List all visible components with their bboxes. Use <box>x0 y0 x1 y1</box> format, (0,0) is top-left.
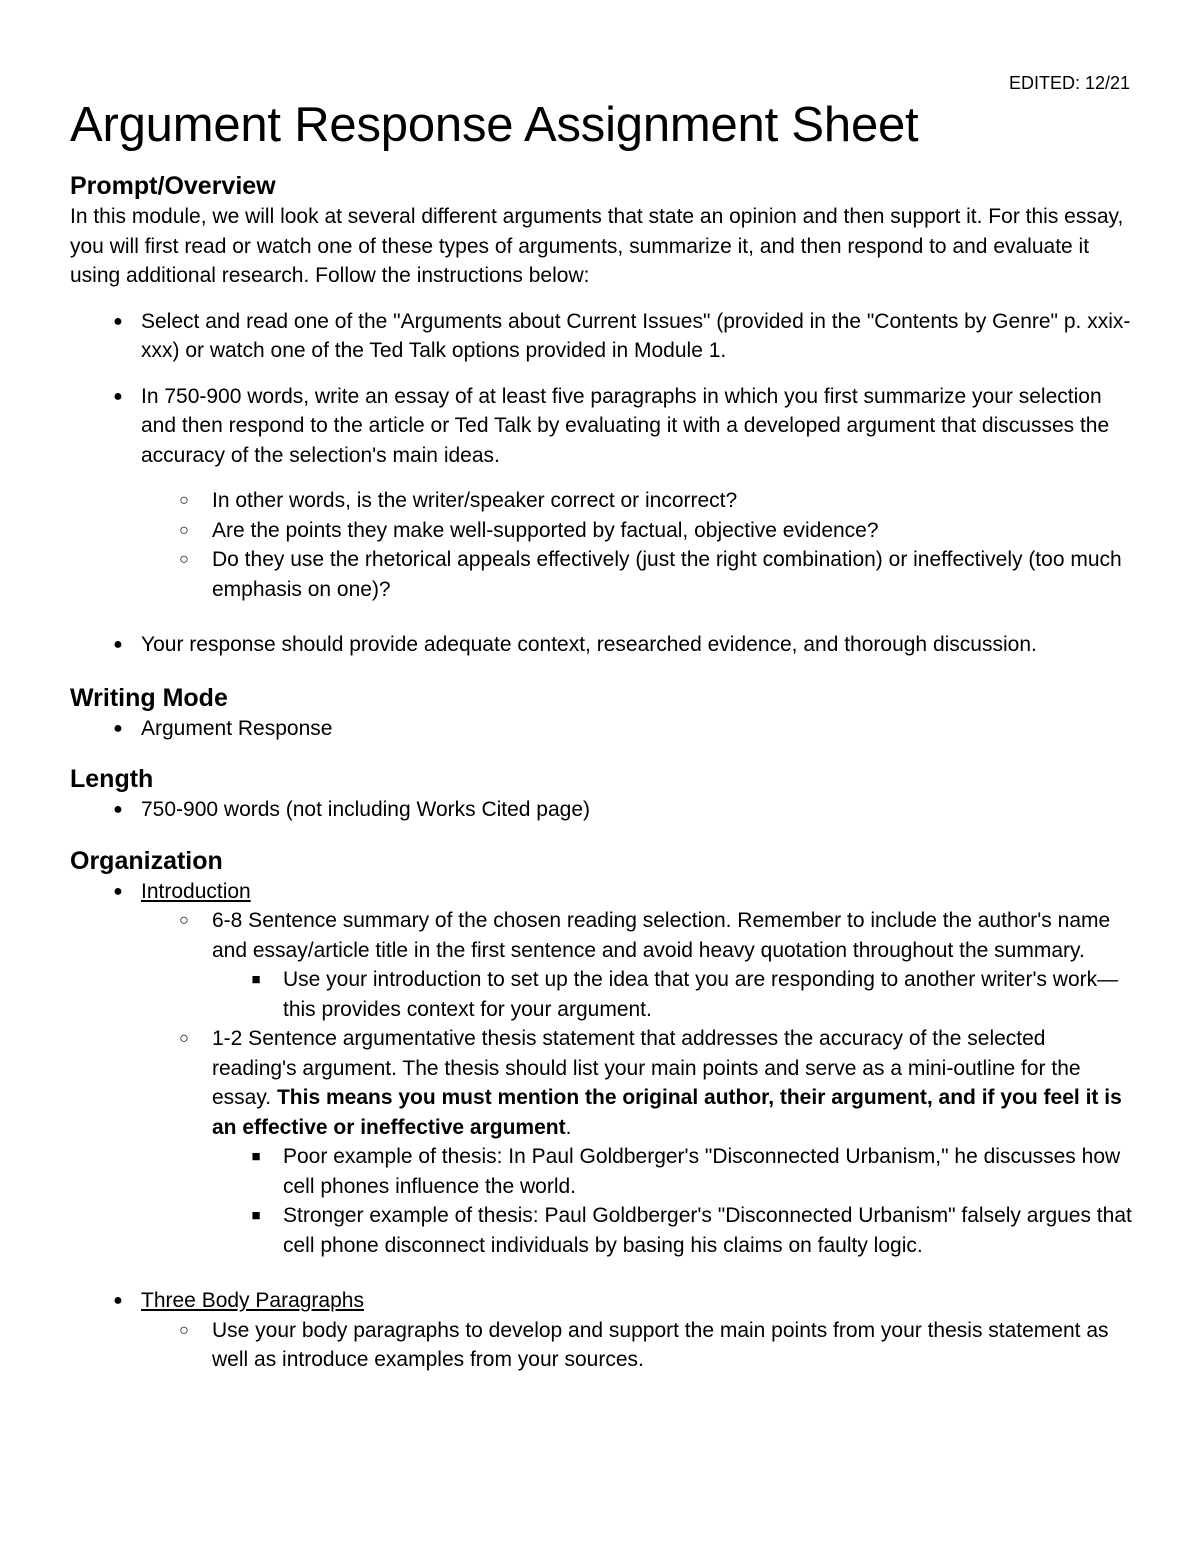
list-item: ○ Are the points they make well-supported by factual, objective evidence? <box>70 516 1135 546</box>
document-page <box>70 0 1135 1375</box>
organization-body-label: Three Body Paragraphs <box>141 1289 364 1312</box>
list-item: ○ In other words, is the writer/speaker correct or incorrect? <box>70 486 1135 516</box>
introduction-sublist <box>70 906 1135 1260</box>
prompt-list <box>70 307 1135 660</box>
bullet-disc-icon: ● <box>113 636 123 653</box>
thesis-requirement-bold: This means you must mention the original author, their argument, and if you feel it is an effective or ineffective argument <box>212 1086 1122 1139</box>
bullet-circle-icon: ○ <box>179 1321 189 1339</box>
list-item: ■ Poor example of thesis: In Paul Goldberger's "Disconnected Urbanism," he discusses how cell phones influence the world. <box>70 1142 1135 1201</box>
edited-date: EDITED: 12/21 <box>1008 73 1130 93</box>
bullet-circle-icon: ○ <box>179 492 189 509</box>
bullet-square-icon: ■ <box>251 1148 261 1165</box>
prompt-bullet-1: Select and read one of the "Arguments about Current Issues" (provided in the "Contents by Genre" p. xxix-xxx) or watch one of the Ted Talk options provided in Module 1. <box>141 309 1131 362</box>
list-item: ○ Do they use the rhetorical appeals effectively (just the right combination) or ineffectively (too much emphasis on one)? <box>70 545 1135 604</box>
section-heading-length: Length <box>70 765 154 793</box>
organization-list <box>70 877 1135 1375</box>
bullet-square-icon: ■ <box>251 1207 261 1224</box>
thesis-examples-list <box>70 1142 1135 1260</box>
section-heading-prompt: Prompt/Overview <box>70 172 276 200</box>
bullet-circle-icon: ○ <box>179 912 189 929</box>
prompt-intro: In this module, we will look at several different arguments that state an opinion and then support it. For this essay, you will first read or watch one of these types of arguments, summarize it, and then respond to and evaluate it using additional research. Follow the instructions below: <box>70 205 1124 287</box>
bullet-disc-icon: ● <box>113 312 123 330</box>
body-sublist <box>70 1316 1135 1375</box>
bullet-disc-icon: ● <box>113 882 123 900</box>
bullet-disc-icon: ● <box>113 1292 123 1309</box>
list-item <box>70 382 1135 605</box>
bullet-disc-icon: ● <box>113 387 123 405</box>
length-list <box>70 795 1135 825</box>
prompt-bullet-2: In 750-900 words, write an essay of at least five paragraphs in which you first summarize your selection and then respond to the article or Ted Talk by evaluating it with a developed argument that discusses the accuracy of the selection's main ideas. <box>141 384 1110 467</box>
section-heading-organization: Organization <box>70 846 223 875</box>
bullet-square-icon: ■ <box>251 971 261 988</box>
bullet-circle-icon: ○ <box>179 1030 189 1047</box>
list-item: ● Argument Response <box>70 714 1135 744</box>
bullet-disc-icon: ● <box>113 719 123 737</box>
prompt-bullet-3: Your response should provide adequate context, researched evidence, and thorough discussion. <box>141 633 1037 656</box>
list-item: ○ 6-8 Sentence summary of the chosen reading selection. Remember to include the author's name and essay/article title in the first sentence and avoid heavy quotation throughout the summary. ■ Use your introduction to set up the idea that you are responding to another writer's work—this provides context for your argument. <box>70 906 1135 1024</box>
list-item <box>70 1286 1135 1375</box>
list-item <box>70 877 1135 1261</box>
prompt-sublist <box>70 486 1135 604</box>
organization-introduction-label: Introduction <box>141 879 251 903</box>
list-item: ○ Use your body paragraphs to develop and support the main points from your thesis statement as well as introduce examples from your sources. <box>70 1316 1135 1375</box>
list-item <box>70 307 1135 366</box>
list-item: ○ 1-2 Sentence argumentative thesis statement that addresses the accuracy of the selected reading's argument. The thesis should list your main points and serve as a mini-outline for the essay. This means you must mention the original author, their argument, and if you feel it is an effective or ineffective argument. ■ Poor example of thesis: In Paul Goldberger's "Disconnected Urbanism," he discusses how cell phones influence the world. ■ Stronger example of thesis: Paul Goldberger's "Disconnected Urbanism" falsely argues that cell phone disconnect individuals by basing his claims on faulty logic. <box>70 1024 1135 1260</box>
list-item: ■ Use your introduction to set up the idea that you are responding to another writer's work—this provides context for your argument. <box>70 965 1135 1024</box>
page-title: Argument Response Assignment Sheet <box>70 98 919 152</box>
bullet-disc-icon: ● <box>113 801 123 818</box>
introduction-subsublist <box>70 965 1135 1024</box>
section-heading-writing-mode: Writing Mode <box>70 683 228 712</box>
writing-mode-list <box>70 714 1135 744</box>
bullet-circle-icon: ○ <box>179 551 189 568</box>
bullet-circle-icon: ○ <box>179 521 189 539</box>
list-item: ■ Stronger example of thesis: Paul Goldberger's "Disconnected Urbanism" falsely argues that cell phone disconnect individuals by basing his claims on faulty logic. <box>70 1201 1135 1260</box>
list-item <box>70 630 1135 660</box>
list-item: ● 750-900 words (not including Works Cited page) <box>70 795 1135 825</box>
